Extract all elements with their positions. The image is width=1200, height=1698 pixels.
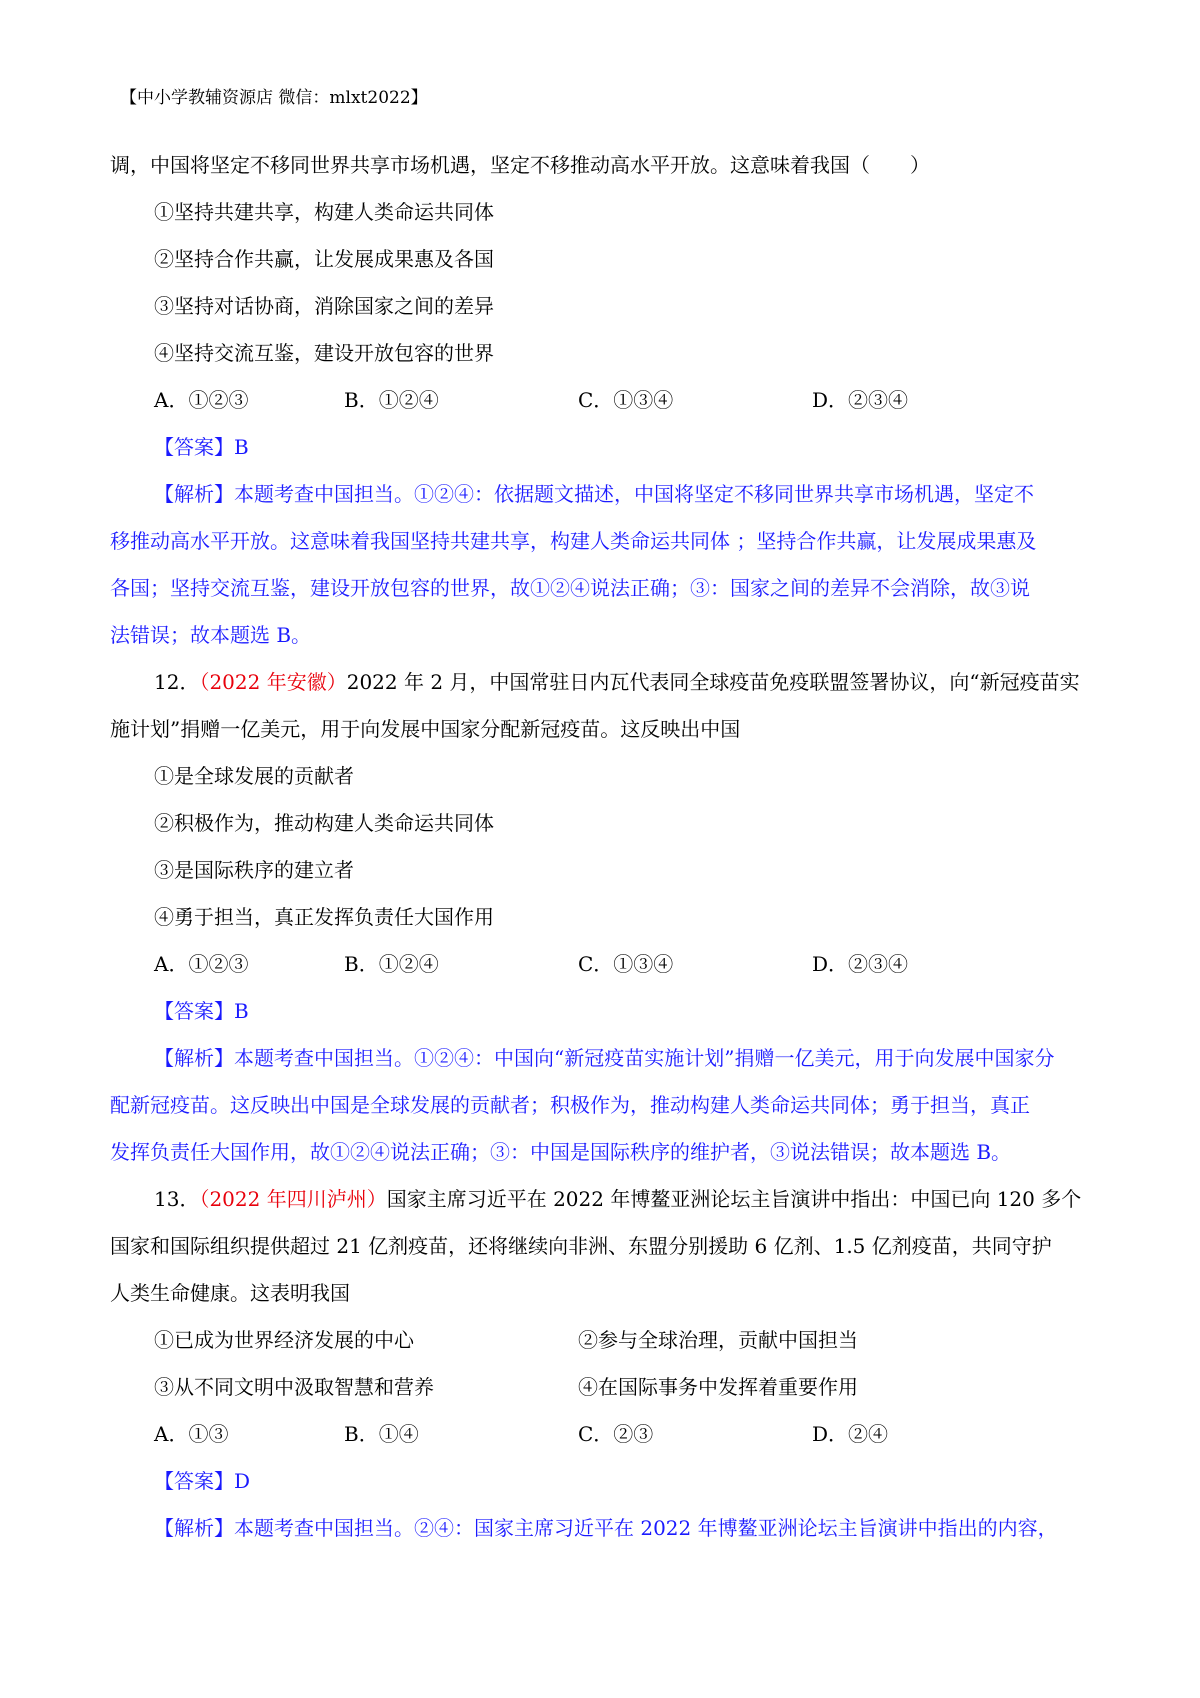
q13-item-4: ④在国际事务中发挥着重要作用 <box>578 1375 858 1399</box>
q11-option-c: C．①③④ <box>578 388 674 412</box>
q11-analysis-line: 法错误；故本题选 B。 <box>110 623 312 647</box>
q13-source: （2022 年四川泸州） <box>199 1187 387 1211</box>
q11-item-3: ③坚持对话协商，消除国家之间的差异 <box>154 294 494 318</box>
q12-number: 12． <box>154 670 200 694</box>
q12-item-1: ①是全球发展的贡献者 <box>154 764 354 788</box>
q13-option-c: C．②③ <box>578 1422 654 1446</box>
q11-analysis-line: 移推动高水平开放。这意味着我国坚持共建共享，构建人类命运共同体 ；坚持合作共赢，让发展成果惠及 <box>110 529 1037 553</box>
q12-stem-line <box>110 659 1102 706</box>
q13-options <box>110 1411 1102 1458</box>
document-body <box>110 142 1102 1552</box>
q13-items-row <box>110 1317 1102 1364</box>
q13-option-d: D．②④ <box>812 1422 889 1446</box>
q11-item-1: ①坚持共建共享，构建人类命运共同体 <box>154 200 494 224</box>
q13-stem-line: 国家和国际组织提供超过 21 亿剂疫苗，还将继续向非洲、东盟分别援助 6 亿剂、1.5 亿剂疫苗，共同守护 <box>110 1234 1052 1258</box>
q11-answer: 【答案】B <box>154 435 249 459</box>
q11-stem-line: 调，中国将坚定不移同世界共享市场机遇，坚定不移推动高水平开放。这意味着我国（ ） <box>110 153 930 177</box>
q13-analysis-line: 【解析】本题考查中国担当。②④：国家主席习近平在 2022 年博鳌亚洲论坛主旨演讲中指出的内容， <box>154 1516 1058 1540</box>
q12-stem-text: 2022 年 2 月，中国常驻日内瓦代表同全球疫苗免疫联盟签署协议，向“新冠疫苗实 <box>346 670 1080 694</box>
q11-option-b: B．①②④ <box>344 388 439 412</box>
q11-item-4: ④坚持交流互鉴，建设开放包容的世界 <box>154 341 494 365</box>
q13-stem-line: 人类生命健康。这表明我国 <box>110 1281 350 1305</box>
q12-answer: 【答案】B <box>154 999 249 1023</box>
q12-analysis-line: 配新冠疫苗。这反映出中国是全球发展的贡献者；积极作为，推动构建人类命运共同体；勇于担当，真正 <box>110 1093 1030 1117</box>
q11-analysis-line: 【解析】本题考查中国担当。①②④：依据题文描述，中国将坚定不移同世界共享市场机遇，坚定不 <box>154 482 1034 506</box>
q12-option-b: B．①②④ <box>344 952 439 976</box>
q13-stem-text: 国家主席习近平在 2022 年博鳌亚洲论坛主旨演讲中指出：中国已向 120 多个 <box>386 1187 1082 1211</box>
q13-item-1: ①已成为世界经济发展的中心 <box>154 1328 414 1352</box>
q13-answer: 【答案】D <box>154 1469 251 1493</box>
q12-options <box>110 941 1102 988</box>
q13-stem-line <box>110 1176 1102 1223</box>
q12-option-d: D．②③④ <box>812 952 909 976</box>
q13-number: 13． <box>154 1187 200 1211</box>
q12-analysis-line: 【解析】本题考查中国担当。①②④：中国向“新冠疫苗实施计划”捐赠一亿美元，用于向发展中国家分 <box>154 1046 1055 1070</box>
q12-item-3: ③是国际秩序的建立者 <box>154 858 354 882</box>
q12-item-2: ②积极作为，推动构建人类命运共同体 <box>154 811 494 835</box>
q12-analysis-line: 发挥负责任大国作用，故①②④说法正确；③：中国是国际秩序的维护者，③说法错误；故本题选 B。 <box>110 1140 1012 1164</box>
q12-option-a: A．①②③ <box>154 952 249 976</box>
q12-stem-line: 施计划”捐赠一亿美元，用于向发展中国家分配新冠疫苗。这反映出中国 <box>110 717 741 741</box>
q11-options <box>110 377 1102 424</box>
q12-source: （2022 年安徽） <box>199 670 347 694</box>
q11-item-2: ②坚持合作共赢，让发展成果惠及各国 <box>154 247 494 271</box>
q13-option-a: A．①③ <box>154 1422 229 1446</box>
q11-option-d: D．②③④ <box>812 388 909 412</box>
q13-item-2: ②参与全球治理，贡献中国担当 <box>578 1328 858 1352</box>
q13-option-b: B．①④ <box>344 1422 419 1446</box>
q12-option-c: C．①③④ <box>578 952 674 976</box>
q11-analysis-line: 各国；坚持交流互鉴，建设开放包容的世界，故①②④说法正确；③：国家之间的差异不会消除，故③说 <box>110 576 1030 600</box>
q12-item-4: ④勇于担当，真正发挥负责任大国作用 <box>154 905 494 929</box>
page-header: 【中小学教辅资源店 微信：mlxt2022】 <box>120 88 428 108</box>
q13-items-row <box>110 1364 1102 1411</box>
q13-item-3: ③从不同文明中汲取智慧和营养 <box>154 1375 434 1399</box>
q11-option-a: A．①②③ <box>154 388 249 412</box>
